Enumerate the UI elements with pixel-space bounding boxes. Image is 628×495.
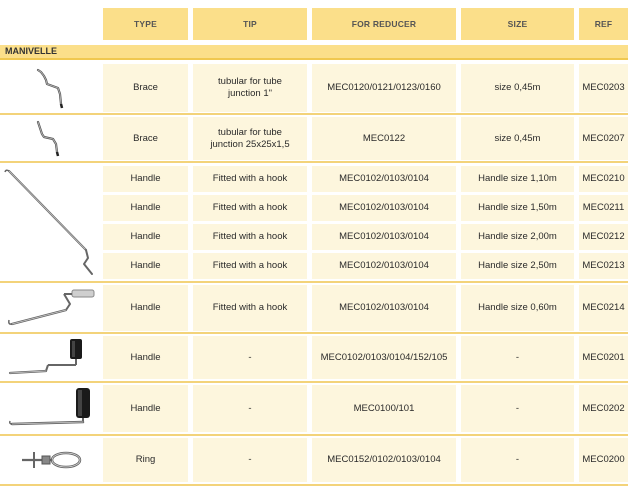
row10-type: Ring (103, 438, 188, 482)
row-separator (0, 484, 628, 486)
row-separator (0, 332, 628, 334)
header-tip: TIP (193, 8, 307, 40)
row1-tip-line1: tubular for tube (218, 76, 282, 87)
row5-tip: Fitted with a hook (193, 224, 307, 250)
row1-tip-line2: junction 1" (227, 88, 273, 99)
row7-ref: MEC0214 (579, 285, 628, 331)
brace-crank-icon (20, 66, 80, 110)
long-handle-crank-icon (2, 166, 98, 278)
row1-reducer: MEC0120/0121/0123/0160 (312, 64, 456, 112)
row4-size: Handle size 1,50m (461, 195, 574, 221)
row1-size: size 0,45m (461, 64, 574, 112)
row2-tip-line1: tubular for tube (218, 126, 282, 138)
header-reducer: FOR REDUCER (312, 8, 456, 40)
row6-ref: MEC0213 (579, 253, 628, 279)
row8-ref: MEC0201 (579, 336, 628, 379)
row4-reducer: MEC0102/0103/0104 (312, 195, 456, 221)
row7-size: Handle size 0,60m (461, 285, 574, 331)
row8-size: - (461, 336, 574, 379)
row2-size: size 0,45m (461, 117, 574, 160)
header-ref: REF (579, 8, 628, 40)
row-separator (0, 281, 628, 283)
header-type: TYPE (103, 8, 188, 40)
row6-size: Handle size 2,50m (461, 253, 574, 279)
row9-size: - (461, 385, 574, 432)
row7-reducer: MEC0102/0103/0104 (312, 285, 456, 331)
row3-reducer: MEC0102/0103/0104 (312, 166, 456, 192)
row1-ref: MEC0203 (579, 64, 628, 112)
row2-tip-line2: junction 25x25x1,5 (210, 138, 290, 150)
row6-tip: Fitted with a hook (193, 253, 307, 279)
row6-type: Handle (103, 253, 188, 279)
row2-type: Brace (103, 117, 188, 160)
row3-tip: Fitted with a hook (193, 166, 307, 192)
short-handle-crank-icon (4, 286, 98, 330)
row9-tip: - (193, 385, 307, 432)
row7-type: Handle (103, 285, 188, 331)
row4-type: Handle (103, 195, 188, 221)
row8-type: Handle (103, 336, 188, 379)
row5-ref: MEC0212 (579, 224, 628, 250)
section-band (0, 45, 628, 60)
grip-handle-crank-icon (6, 337, 98, 379)
row2-reducer: MEC0122 (312, 117, 456, 160)
eye-ring-icon (14, 443, 94, 477)
row2-ref: MEC0207 (579, 117, 628, 160)
header-size: SIZE (461, 8, 574, 40)
row3-type: Handle (103, 166, 188, 192)
row7-tip: Fitted with a hook (193, 285, 307, 331)
row10-reducer: MEC0152/0102/0103/0104 (312, 438, 456, 482)
row9-reducer: MEC0100/101 (312, 385, 456, 432)
row-separator (0, 161, 628, 163)
row4-ref: MEC0211 (579, 195, 628, 221)
row5-size: Handle size 2,00m (461, 224, 574, 250)
row-separator (0, 434, 628, 436)
row8-tip: - (193, 336, 307, 379)
brace-crank-small-icon (20, 118, 80, 158)
row2-tip (193, 117, 307, 160)
row9-ref: MEC0202 (579, 385, 628, 432)
row1-tip (193, 64, 307, 112)
row6-reducer: MEC0102/0103/0104 (312, 253, 456, 279)
row-separator (0, 113, 628, 115)
row10-size: - (461, 438, 574, 482)
row10-ref: MEC0200 (579, 438, 628, 482)
large-grip-handle-crank-icon (6, 386, 98, 432)
row5-reducer: MEC0102/0103/0104 (312, 224, 456, 250)
section-title: MANIVELLE (5, 46, 58, 56)
row-separator (0, 381, 628, 383)
row10-tip: - (193, 438, 307, 482)
row1-type: Brace (103, 64, 188, 112)
row5-type: Handle (103, 224, 188, 250)
row8-reducer: MEC0102/0103/0104/152/105 (312, 336, 456, 379)
row3-ref: MEC0210 (579, 166, 628, 192)
row3-size: Handle size 1,10m (461, 166, 574, 192)
row9-type: Handle (103, 385, 188, 432)
row4-tip: Fitted with a hook (193, 195, 307, 221)
